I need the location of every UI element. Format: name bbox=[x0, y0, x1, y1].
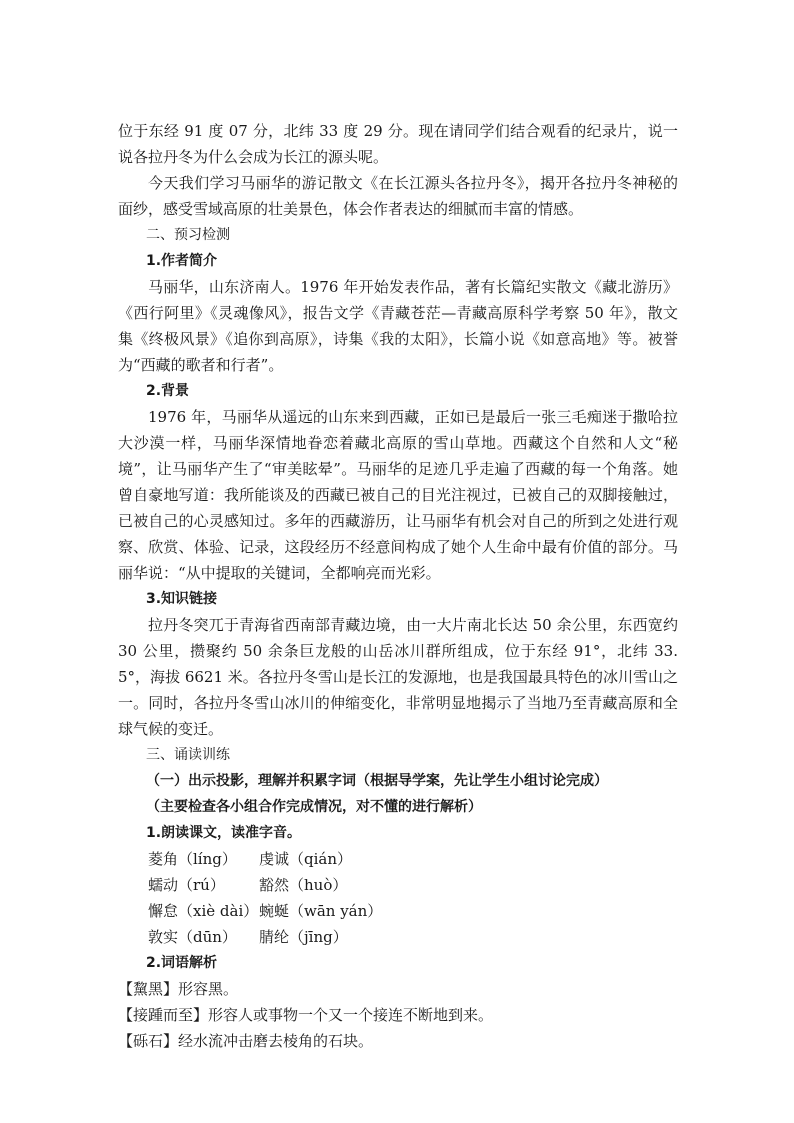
author-paragraph: 马丽华，山东济南人。1976 年开始发表作品，著有长篇纪实散文《藏北游历》《西行阿里》《灵魂像风》，报告文学《青藏苍茫—青藏高原科学考察 50 年》，散文集《终极风景》《追你到高原》，诗集《我的太阳》，长篇小说《如意高地》等。被誉为“西藏的歌者和行者”。 bbox=[118, 278, 678, 374]
term-definition: 形容黑。 bbox=[178, 980, 239, 998]
subheading-background: 2.背景 bbox=[146, 383, 190, 399]
term-word: 【砾石】 bbox=[118, 1032, 179, 1050]
pinyin-item: 蠕动（rú） bbox=[148, 876, 225, 894]
term-entry bbox=[118, 1002, 678, 1028]
term-definition: 经水流冲击磨去棱角的石块。 bbox=[178, 1032, 374, 1050]
pinyin-item: 腈纶（jīng） bbox=[259, 928, 348, 946]
subheading-vocab: 2.词语解析 bbox=[146, 955, 218, 971]
term-entry bbox=[118, 976, 678, 1002]
section-heading-reading: 三、诵读训练 bbox=[146, 747, 230, 763]
pinyin-item: 菱角（líng） bbox=[148, 850, 237, 868]
pinyin-row bbox=[118, 924, 678, 950]
lesson-intro-paragraph: 今天我们学习马丽华的游记散文《在长江源头各拉丹冬》，揭开各拉丹冬神秘的面纱，感受雪域高原的壮美景色，体会作者表达的细腻而丰富的情感。 bbox=[118, 174, 678, 218]
subheading-read-aloud: 1.朗读课文，读准字音。 bbox=[146, 825, 302, 841]
term-word: 【接踵而至】 bbox=[118, 1006, 209, 1024]
background-paragraph: 1976 年，马丽华从遥远的山东来到西藏，正如已是最后一张三毛痴迷于撒哈拉大沙漠一样，马丽华深情地眷恋着藏北高原的雪山草地。西藏这个自然和人文“秘境”，让马丽华产生了“审美眩晕”。马丽华的足迹几乎走遍了西藏的每一个角落。她曾自豪地写道：我所能谈及的西藏已被自己的目光注视过，已被自己的双脚接触过，已被自己的心灵感知过。多年的西藏游历，让马丽华有机会对自己的所到之处进行观察、欣赏、体验、记录，这段经历不经意间构成了她个人生命中最有价值的部分。马丽华说：“从中提取的关键词，全都响亮而光彩。 bbox=[118, 408, 678, 582]
subheading-check: （主要检查各小组合作完成情况，对不懂的进行解析） bbox=[146, 799, 482, 815]
term-definition: 形容人或事物一个又一个接连不断地到来。 bbox=[208, 1006, 494, 1024]
pinyin-row bbox=[118, 846, 678, 872]
pinyin-row bbox=[118, 898, 678, 924]
pinyin-item: 懈怠（xiè dài） bbox=[148, 902, 259, 920]
section-heading-preview: 二、预习检测 bbox=[146, 227, 230, 243]
subheading-projection: （一）出示投影，理解并积累字词（根据导学案，先让学生小组讨论完成） bbox=[146, 773, 608, 789]
subheading-knowledge: 3.知识链接 bbox=[146, 591, 218, 607]
pinyin-item: 豁然（huò） bbox=[259, 876, 348, 894]
pinyin-item: 敦实（dūn） bbox=[148, 928, 237, 946]
pinyin-row bbox=[118, 872, 678, 898]
term-word: 【黧黑】 bbox=[118, 980, 179, 998]
pinyin-item: 虔诚（qián） bbox=[259, 850, 353, 868]
knowledge-paragraph: 拉丹冬突兀于青海省西南部青藏边境，由一大片南北长达 50 余公里，东西宽约 30 公里，攒聚约 50 余条巨龙般的山岳冰川群所组成，位于东经 91°，北纬 33.5°，海拔 6621 米。各拉丹冬雪山是长江的发源地，也是我国最具特色的冰川雪山之一。同时，各拉丹冬雪山冰川的伸缩变化，非常明显地揭示了当地乃至青藏高原和全球气候的变迁。 bbox=[118, 616, 678, 738]
term-entry bbox=[118, 1028, 678, 1054]
intro-paragraph: 位于东经 91 度 07 分，北纬 33 度 29 分。现在请同学们结合观看的纪录片，说一说各拉丹冬为什么会成为长江的源头呢。 bbox=[118, 122, 678, 166]
pinyin-item: 蜿蜒（wān yán） bbox=[259, 902, 383, 920]
document-page bbox=[118, 118, 678, 1054]
subheading-author: 1.作者简介 bbox=[146, 253, 218, 269]
